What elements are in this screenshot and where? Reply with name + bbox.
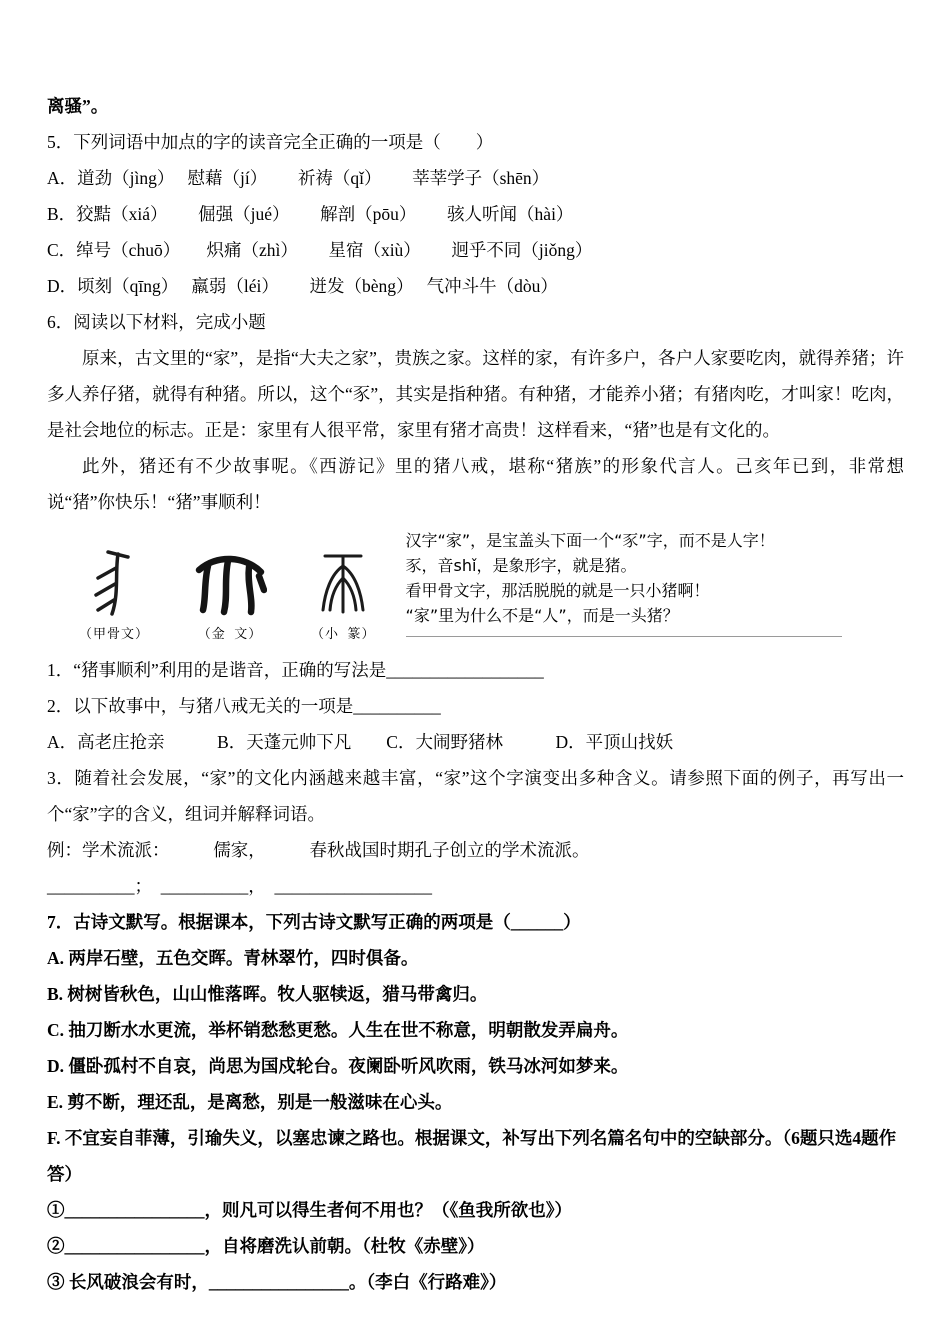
q6-paragraph-2: 此外，猪还有不少故事呢。《西游记》里的猪八戒，堪称“猪族”的形象代言人。己亥年已到，非常想说“猪”你快乐！“猪”事顺利！ (47, 456, 904, 512)
q5-option-c: C．绰号（chuō） 炽痛（zhì） 星宿（xiù） 迥乎不同（jiǒng） (47, 240, 593, 260)
q5-option-b: B．狡黠（xiá） 倔强（jué） 解剖（pōu） 骇人听闻（hài） (47, 204, 574, 224)
glyph-label-seal: （小 篆） (311, 626, 376, 641)
q7-fill-2: ②________________，自将磨洗认前朝。（杜牧《赤壁》） (47, 1236, 485, 1256)
figure-caption-line-4: “家”里为什么不是“人”，而是一头猪？ (405, 606, 679, 625)
q7-option-e: E. 剪不断，理还乱，是离愁，别是一般滋味在心头。 (47, 1092, 453, 1112)
q5-stem: 5．下列词语中加点的字的读音完全正确的一项是（ ） (47, 132, 494, 152)
oracle-bone-glyph-icon (88, 548, 140, 618)
q7-option-b: B. 树树皆秋色，山山惟落晖。牧人驱犊返，猎马带禽归。 (47, 984, 488, 1004)
q6-sub1: 1．“猪事顺利”利用的是谐音，正确的写法是__________________ (47, 660, 544, 680)
q7-stem: 7．古诗文默写。根据课本，下列古诗文默写正确的两项是（______） (47, 912, 581, 932)
q7-fill-3: ③ 长风破浪会有时，________________。（李白《行路难》） (47, 1272, 507, 1292)
q7-fill-1: ①________________，则凡可以得生者何不用也？（《鱼我所欲也》） (47, 1200, 572, 1220)
q6-sub2-options: A．高老庄抢亲 B．天蓬元帅下凡 C．大闹野猪林 D．平顶山找妖 (47, 732, 674, 752)
figure-jia-character-evolution (61, 528, 904, 642)
figure-caption-line-2: 豕，音shǐ，是象形字，就是猪。 (405, 556, 637, 575)
q5-option-d: D．顷刻（qīng） 羸弱（léi） 迸发（bèng） 气冲斗牛（dòu） (47, 276, 558, 296)
q6-stem: 6．阅读以下材料，完成小题 (47, 312, 266, 332)
q6-sub3-blanks: __________； __________， __________________ (47, 876, 432, 896)
figure-caption (406, 528, 842, 637)
q6-sub3: 3．随着社会发展，“家”的文化内涵越来越丰富，“家”这个字演变出多种含义。请参照下面的例子，再写出一个“家”字的含义，组词并解释词语。 (47, 768, 904, 824)
q7-option-a: A. 两岸石壁，五色交晖。青林翠竹，四时俱备。 (47, 948, 419, 968)
glyph-label-oracle: （甲骨文） (79, 626, 150, 641)
q6-paragraph-1: 原来，古文里的“家”，是指“大夫之家”，贵族之家。这样的家，有许多户，各户人家要吃肉，就得养猪；许多人养仔猪，就得有种猪。所以，这个“豕”，其实是指种猪。有种猪，才能养小猪；有猪肉吃，才叫家！吃肉，是社会地位的标志。正是：家里有人很平常，家里有猪才高贵！这样看来，“猪”也是有文化的。 (47, 348, 904, 440)
figure-caption-line-3: 看甲骨文字，那活脱脱的就是一只小猪啊！ (405, 581, 710, 600)
q6-sub3-example: 例：学术流派： 儒家， 春秋战国时期孔子创立的学术流派。 (47, 840, 590, 860)
q7-option-d: D. 僵卧孤村不自哀，尚思为国戍轮台。夜阑卧听风吹雨，铁马冰河如梦来。 (47, 1056, 629, 1076)
q7-option-f: F. 不宜妄自菲薄，引瑜失义，以塞忠谏之路也。根据课文，补写出下列名篇名句中的空缺部分。（6题只选4题作答） (47, 1128, 897, 1184)
figure-caption-line-1: 汉字“家”，是宝盖头下面一个“豕”字，而不是人字！ (405, 531, 775, 550)
q6-sub2: 2．以下故事中，与猪八戒无关的一项是__________ (47, 696, 441, 716)
glyph-seal (311, 548, 376, 642)
previous-page-fragment: 离骚”。 (47, 96, 109, 116)
glyph-bronze (193, 548, 267, 642)
glyph-label-bronze: （金 文） (197, 626, 263, 641)
ancient-glyphs (61, 548, 376, 642)
q7-option-c: C. 抽刀断水水更流，举杯销愁愁更愁。人生在世不称意，明朝散发弄扁舟。 (47, 1020, 629, 1040)
bronze-glyph-icon (193, 548, 267, 618)
glyph-oracle-bone (79, 548, 149, 642)
q5-option-a: A．道劲（jìng） 慰藉（jí） 祈祷（qǐ） 莘莘学子（shēn） (47, 168, 550, 188)
seal-script-glyph-icon (315, 548, 371, 618)
